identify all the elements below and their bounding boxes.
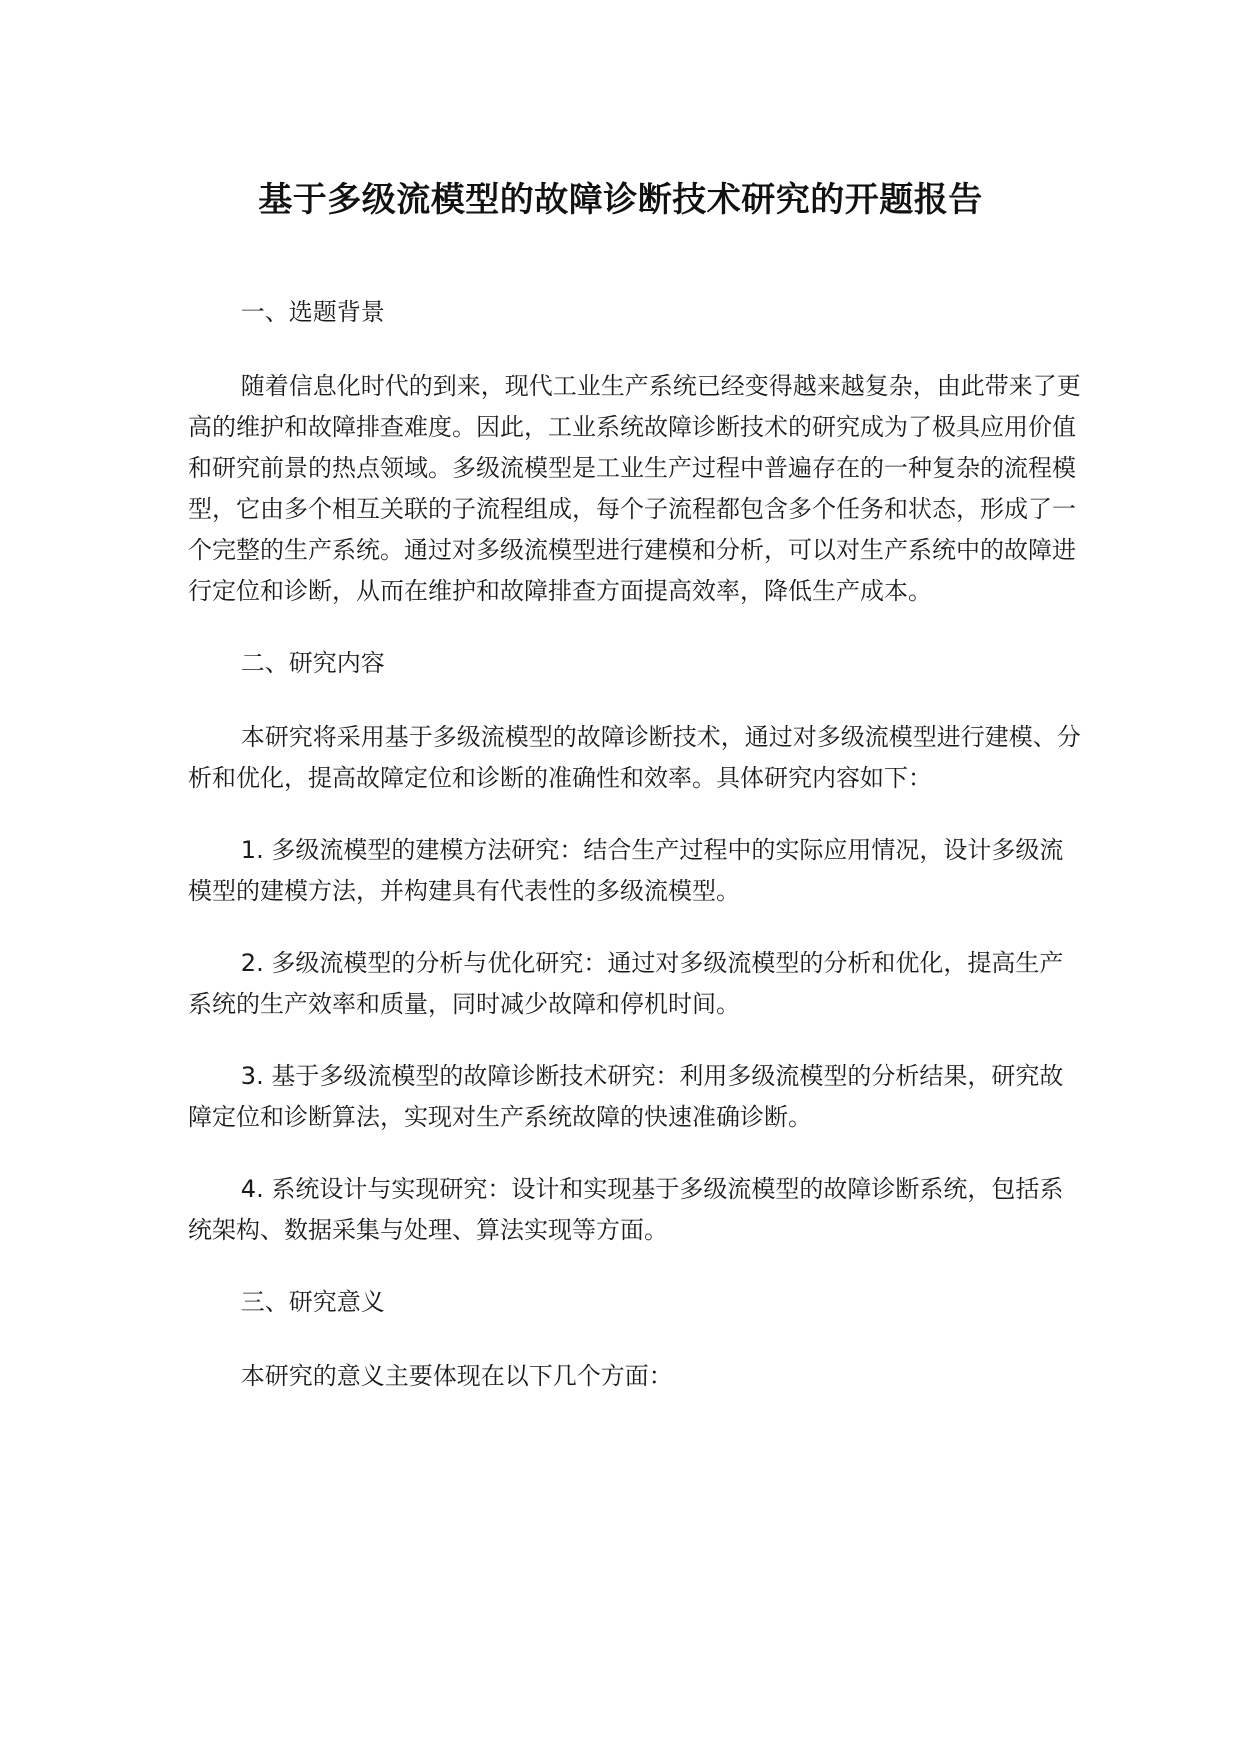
paragraph-significance-intro: 本研究的意义主要体现在以下几个方面： [240, 1362, 673, 1390]
document-body [188, 292, 1083, 1428]
paragraph-background: 随着信息化时代的到来，现代工业生产系统已经变得越来越复杂，由此带来了更高的维护和故障排查难度。因此，工业系统故障诊断技术的研究成为了极具应用价值和研究前景的热点领域。多级流模型是工业生产过程中普遍存在的一种复杂的流程模型，它由多个相互关联的子流程组成，每个子流程都包含多个任务和状态，形成了一个完整的生产系统。通过对多级流模型进行建模和分析，可以对生产系统中的故障进行定位和诊断，从而在维护和故障排查方面提高效率，降低生产成本。 [188, 372, 1081, 605]
list-item: 1. 多级流模型的建模方法研究：结合生产过程中的实际应用情况，设计多级流模型的建模方法，并构建具有代表性的多级流模型。 [188, 836, 1064, 905]
section-heading-background: 一、选题背景 [240, 298, 385, 326]
section-heading-research-content: 二、研究内容 [240, 649, 385, 677]
list-item: 3. 基于多级流模型的故障诊断技术研究：利用多级流模型的分析结果，研究故障定位和诊断算法，实现对生产系统故障的快速准确诊断。 [188, 1062, 1064, 1131]
section-heading-significance: 三、研究意义 [240, 1288, 385, 1316]
document-title: 基于多级流模型的故障诊断技术研究的开题报告 [258, 180, 983, 220]
list-item: 2. 多级流模型的分析与优化研究：通过对多级流模型的分析和优化，提高生产系统的生产效率和质量，同时减少故障和停机时间。 [188, 949, 1064, 1018]
list-item: 4. 系统设计与实现研究：设计和实现基于多级流模型的故障诊断系统，包括系统架构、数据采集与处理、算法实现等方面。 [188, 1175, 1064, 1244]
paragraph-research-intro: 本研究将采用基于多级流模型的故障诊断技术，通过对多级流模型进行建模、分析和优化，提高故障定位和诊断的准确性和效率。具体研究内容如下： [188, 723, 1081, 792]
